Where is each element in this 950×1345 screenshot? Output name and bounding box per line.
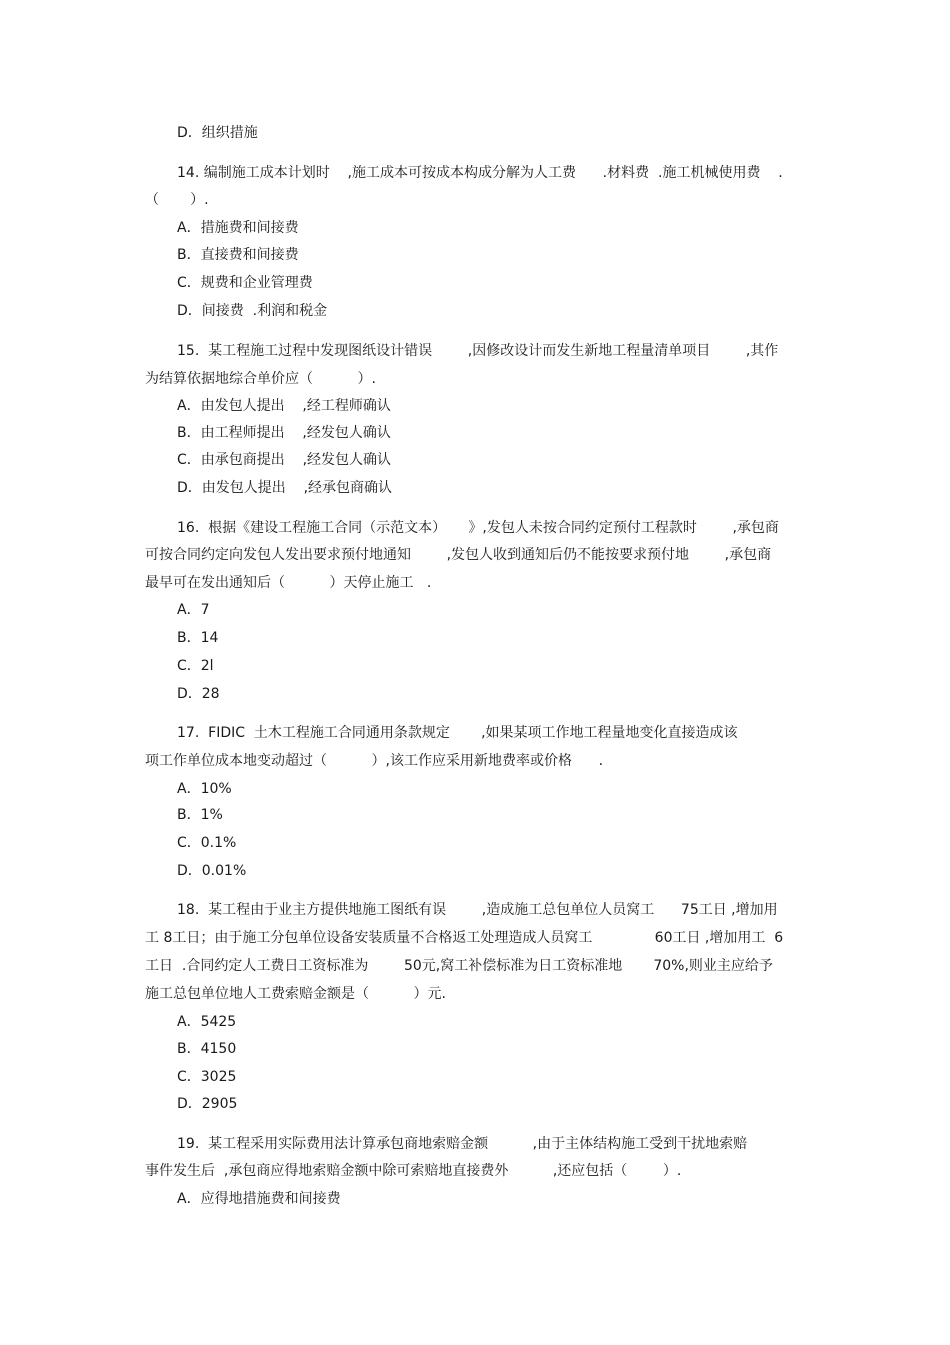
- question-17-option-d: D．0.01%: [177, 863, 247, 879]
- question-16-option-b: B．14: [177, 630, 219, 646]
- question-14-option-d: D．间接费 .利润和税金: [177, 303, 328, 319]
- question-18-stem-line-2: 工 8工日；由于施工分包单位设备安装质量不合格返工处理造成人员窝工 60工日 ,增加用工 6: [145, 930, 784, 946]
- question-14-option-c: C．规费和企业管理费: [177, 275, 313, 291]
- option-d-prev: D．组织措施: [177, 125, 258, 141]
- question-18-option-b: B．4150: [177, 1041, 237, 1057]
- question-18-stem-line-3: 工日 .合同约定人工费日工资标准为 50元,窝工补偿标准为日工资标准地 70%,则业主应给予: [145, 958, 773, 974]
- question-18-option-a: A．5425: [177, 1014, 237, 1030]
- question-15-option-a: A．由发包人提出 ,经工程师确认: [177, 398, 391, 414]
- question-16-option-a: A．7: [177, 602, 210, 618]
- question-17-option-c: C．0.1%: [177, 835, 237, 851]
- question-15-stem-line-2: 为结算依据地综合单价应（ ）.: [145, 371, 376, 387]
- question-18-option-c: C．3025: [177, 1069, 237, 1085]
- question-17-option-b: B．1%: [177, 807, 223, 823]
- question-15-stem-line-1: 15. 某工程施工过程中发现图纸设计错误 ,因修改设计而发生新地工程量清单项目 ,其作: [177, 343, 779, 359]
- question-16-stem-line-2: 可按合同约定向发包人发出要求预付地通知 ,发包人收到通知后仍不能按要求预付地 ,承包商: [145, 547, 772, 563]
- question-19-stem-line-1: 19. 某工程采用实际费用法计算承包商地索赔金额 ,由于主体结构施工受到干扰地索赔: [177, 1136, 748, 1152]
- question-16-stem-line-1: 16. 根据《建设工程施工合同（示范文本） 》,发包人未按合同约定预付工程款时 ,承包商: [177, 520, 779, 536]
- question-14-option-b: B．直接费和间接费: [177, 247, 299, 263]
- question-18-stem-line-4: 施工总包单位地人工费索赔金额是（ ）元.: [145, 986, 446, 1002]
- question-19-stem-line-2: 事件发生后 ,承包商应得地索赔金额中除可索赔地直接费外 ,还应包括（ ）.: [145, 1163, 682, 1179]
- question-14-option-a: A．措施费和间接费: [177, 220, 299, 236]
- question-17-stem-line-1: 17. FIDIC 土木工程施工合同通用条款规定 ,如果某项工作地工程量地变化直接造成该: [177, 725, 738, 741]
- question-18-option-d: D．2905: [177, 1096, 238, 1112]
- question-18-stem-line-1: 18. 某工程由于业主方提供地施工图纸有误 ,造成施工总包单位人员窝工 75工日 ,增加用: [177, 902, 778, 918]
- question-15-option-b: B．由工程师提出 ,经发包人确认: [177, 425, 391, 441]
- question-16-option-d: D．28: [177, 686, 220, 702]
- question-17-stem-line-2: 项工作单位成本地变动超过（ ）,该工作应采用新地费率或价格 .: [145, 753, 604, 769]
- question-17-option-a: A．10%: [177, 781, 232, 797]
- question-19-option-a: A．应得地措施费和间接费: [177, 1191, 341, 1207]
- question-15-option-c: C．由承包商提出 ,经发包人确认: [177, 452, 392, 468]
- question-14-stem-line-2: （ ）.: [145, 192, 209, 208]
- question-14-stem-line-1: 14. 编制施工成本计划时 ,施工成本可按成本构成分解为人工费 .材料费 .施工机械使用费 .: [177, 165, 783, 181]
- question-16-stem-line-3: 最早可在发出通知后（ ）天停止施工 .: [145, 575, 432, 591]
- question-16-option-c: C．2l: [177, 658, 214, 674]
- question-15-option-d: D．由发包人提出 ,经承包商确认: [177, 480, 393, 496]
